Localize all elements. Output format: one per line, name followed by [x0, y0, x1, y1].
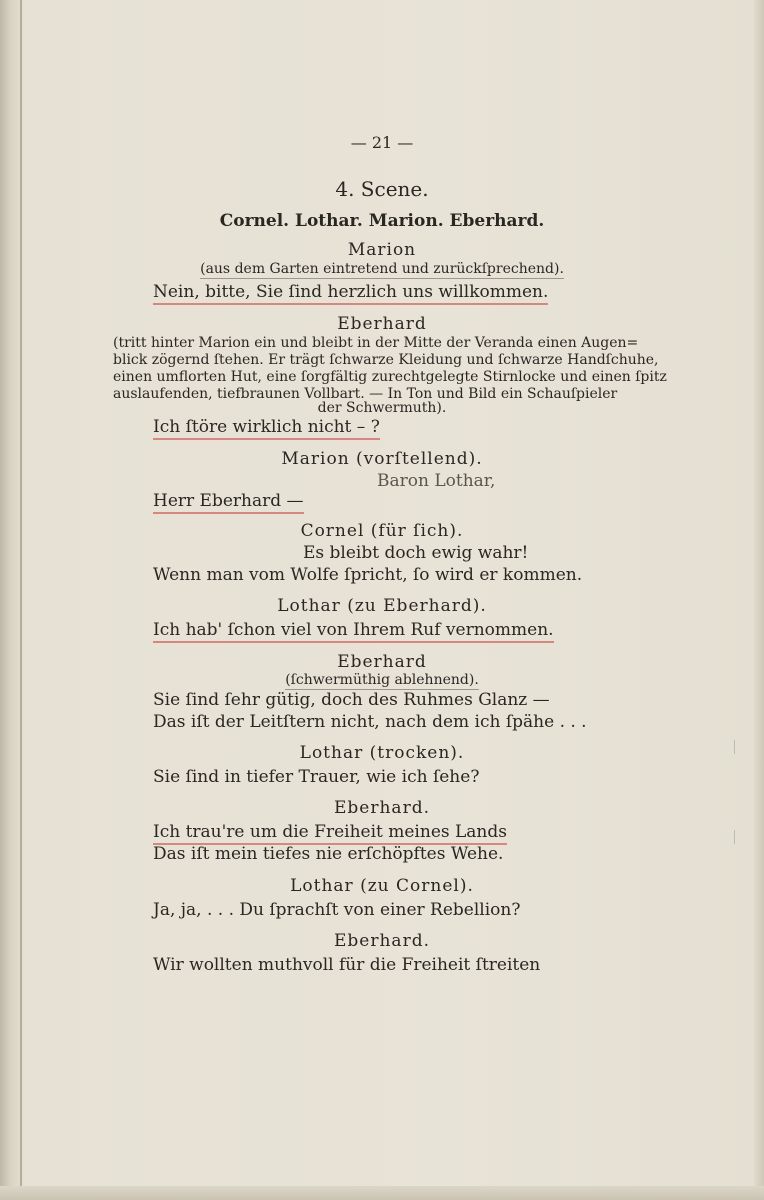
speaker-name: Eberhard.: [334, 931, 430, 951]
character-list: Cornel. Lothar. Marion. Eberhard.: [219, 211, 545, 231]
speech-line: Baron Lothar,: [377, 471, 496, 491]
speaker-name: Lothar (zu Cornel).: [290, 876, 474, 896]
speech-line: [153, 282, 548, 302]
speech-line: [153, 620, 554, 640]
speaker-name: Eberhard.: [334, 798, 430, 818]
speaker-name: Marion (vorſtellend).: [281, 449, 483, 469]
speech-line: Wir wollten muthvoll für die Freiheit ſtreiten: [153, 955, 541, 975]
stage-direction-wrap: [0, 671, 764, 689]
speech-line: Ja, ja, . . . Du ſprachſt von einer Rebellion?: [153, 900, 521, 920]
speaker-name: Cornel (für ſich).: [300, 521, 464, 541]
page-bottom-edge: [0, 1186, 764, 1200]
stage-direction: blick zögernd ſtehen. Er trägt ſchwarze Kleidung und ſchwarze Handſchuhe,: [113, 352, 659, 368]
stage-direction: der Schwermuth).: [317, 400, 447, 416]
speech-line: Sie ſind ſehr gütig, doch des Ruhmes Glanz —: [153, 690, 550, 710]
speech-line: [153, 491, 304, 511]
speaker-name: Marion: [347, 240, 417, 260]
speech-line: Das iſt mein tiefes nie erſchöpftes Wehe.: [153, 844, 504, 864]
speech-text: Herr Eberhard —: [153, 491, 304, 514]
stage-direction-wrap: [0, 260, 764, 278]
speech-text: Nein, bitte, Sie ſind herzlich uns willkommen.: [153, 282, 548, 305]
speech-line: Das iſt der Leitſtern nicht, nach dem ich ſpähe . . .: [153, 712, 587, 732]
speech-text: Ich hab' ſchon viel von Ihrem Ruf vernommen.: [153, 620, 554, 643]
speaker-name: Lothar (trocken).: [299, 743, 465, 763]
stage-direction: (tritt hinter Marion ein und bleibt in der Mitte der Veranda einen Augen=: [113, 335, 639, 351]
pencil-mark: [734, 740, 759, 754]
speaker-name: Eberhard: [337, 314, 427, 334]
stage-direction: (aus dem Garten eintretend und zurückſprechend).: [200, 261, 564, 277]
speech-line: Wenn man vom Wolfe ſpricht, ſo wird er kommen.: [153, 565, 583, 585]
stage-direction: einen umflorten Hut, eine ſorgfältig zurechtgelegte Stirnlocke und einen ſpitz: [113, 369, 667, 385]
stage-direction: auslaufenden, tiefbraunen Vollbart. — In Ton und Bild ein Schauſpieler: [113, 386, 618, 402]
page-number: — 21 —: [350, 133, 414, 152]
pencil-mark: [734, 830, 759, 844]
speaker-name: Lothar (zu Eberhard).: [277, 596, 487, 616]
speech-line: [153, 822, 507, 842]
scene-title: 4. Scene.: [335, 177, 429, 201]
speech-text: Ich trau're um die Freiheit meines Lands: [153, 822, 507, 845]
speech-line: Es bleibt doch ewig wahr!: [303, 543, 529, 563]
speech-text: Ich ſtöre wirklich nicht – ?: [153, 417, 380, 440]
speaker-name: Eberhard: [337, 652, 427, 672]
speech-line: [153, 417, 380, 437]
stage-direction: (ſchwermüthig ablehnend).: [285, 672, 479, 688]
speech-line: Sie ſind in tiefer Trauer, wie ich ſehe?: [153, 767, 480, 787]
